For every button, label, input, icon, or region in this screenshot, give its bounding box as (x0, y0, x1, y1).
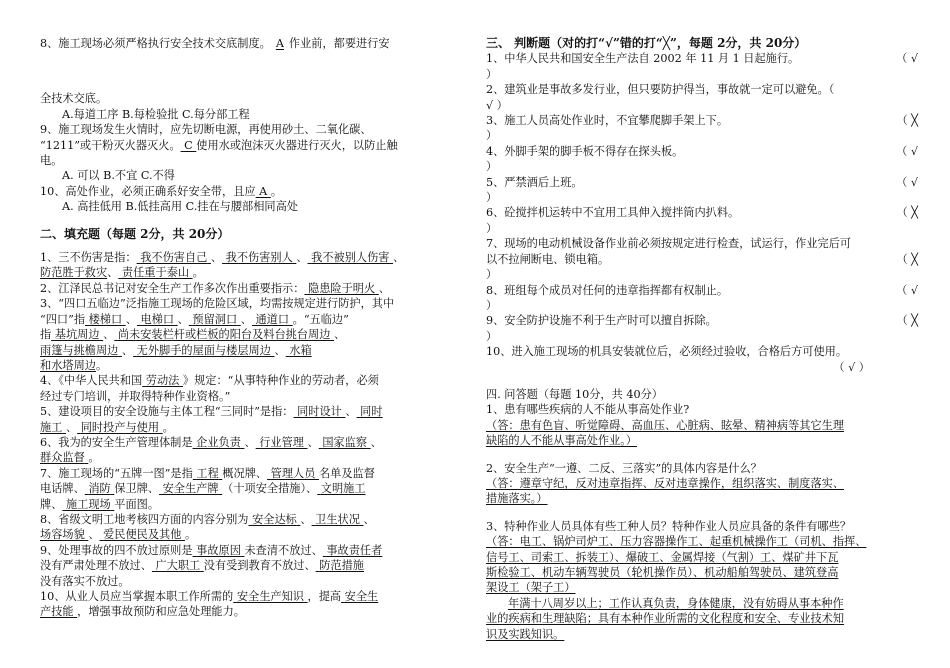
f3-line1: 3、“四口五临边”泛指施工现场的危险区域，均需按规定进行防护，其中 (40, 297, 395, 311)
qa3-answer-6: 业的疾病和生理缺陷；具有本种作业所需的文化程度和安全、专业技术知 (486, 612, 845, 626)
f2: 2、江泽民总书记对安全生产工作多次作出重要指示： 隐患险于明火 、 (40, 281, 390, 295)
q9-line3: 电。 (40, 154, 63, 168)
f10: 10、从业人员应当掌握本职工作所需的 安全生产知识 ，提高 安全生 (40, 590, 379, 603)
j7-line2: 以不拉闸断电、锁电箱。 （ ╳ (486, 252, 918, 266)
j2-mark: √ ） (486, 98, 508, 112)
j9-close: ） (486, 329, 498, 343)
f1-cont: 防范胜于救灾、 责任重于泰山 。 (40, 266, 204, 280)
f7: 7、施工现场的“五牌一图”是指 工程 概况牌、 管理人员 名单及监督 (40, 466, 375, 480)
f3-line5: 和水塔周边。 (40, 358, 108, 372)
f10-line2: 产技能 ，增强事故预防和应急处理能力。 (40, 605, 245, 619)
qa3-question: 3、特种作业人员具体有些工种人员？特种作业人员应具备的条件有哪些？ (486, 519, 852, 533)
right-column (486, 36, 918, 642)
section4-title: 四. 问答题（每题 10分，共 40分） (486, 387, 663, 401)
q8-answer: A (275, 37, 284, 50)
j10: 10、进入施工现场的机具安装就位后，必须经过验收，合格后方可使用。 (486, 345, 848, 359)
j6-close: ） (486, 221, 498, 235)
j10-mark: （ √ ） (833, 360, 870, 374)
qa3-answer-5: 年满十八周岁以上；工作认真负责，身体健康，没有妨碍从事本种作 (508, 596, 844, 610)
qa1-question: 1、患有哪些疾病的人不能从事高处作业? (486, 403, 690, 417)
f9-line2: 没有严肃处理不放过、 广大职工 没有受到教育不放过、 防范措施 (40, 559, 364, 573)
j5: 5、严禁酒后上班。 （ √ (486, 175, 918, 189)
qa2-question: 2、安全生产“一遵、二反、三落实”的具体内容是什么？ (486, 461, 762, 475)
j8-close: ） (486, 298, 498, 312)
f6: 6、我为的安全生产管理体制是 企业负责 、 行业管理 、 国家监察 、 (40, 435, 382, 449)
qa3-answer-2: 信号工、司索工、拆装工）、爆破工、金属焊接（气割）工、煤矿井下瓦 (486, 550, 839, 564)
qa3-answer-3: 斯检验工、机动车辆驾驶员（轮机操作员）、机动船舶驾驶员、建筑登高 (486, 566, 839, 579)
q10-options: A. 高挂低用 B.低挂高用 C.挂在与腰部相同高处 (62, 200, 298, 214)
qa2-answer-2: 措施落实。） (486, 492, 548, 506)
f8: 8、省级文明工地考核四方面的内容分别为 安全达标 、 卫生状况 、 (40, 512, 375, 526)
f5: 5、建设项目的安全设施与主体工程“三同时”是指： 同时设计 、 同时 (40, 405, 383, 419)
j4-close: ） (486, 160, 498, 174)
j4: 4、外脚手架的脚手板不得存在探头板。 （ √ (486, 144, 918, 158)
qa1-answer-2: 缺陷的人不能从事高处作业。） (486, 434, 638, 448)
f3-line2: “四口”指 楼梯口 、 电梯口 、 预留洞口 、 通道口 。“五临边” (40, 312, 349, 326)
f3-line4: 雨篷与挑檐周边 、 无外脚手的屋面与楼层周边 、 水箱 (40, 343, 312, 357)
left-column (40, 36, 466, 620)
section3-title: 三、 判断题（对的打“√”错的打“╳”，每题 2分，共 20分） (486, 36, 807, 50)
f6-line2: 群众监督 。 (40, 451, 100, 465)
qa3-answer-1: （答：电工、锅炉司炉工、压力容器操作工、起重机械操作工（司机、指挥、 (486, 535, 867, 549)
j3: 3、施工人员高处作业时，不宜攀爬脚手架上下。 （ ╳ (486, 114, 918, 128)
f3-line3: 指 基坑周边 、 尚未安装栏杆或栏板的阳台及料台挑台周边 、 (40, 328, 346, 342)
j5-close: ） (486, 191, 498, 205)
f4-line2: 经过专门培训，并取得特种作业资格。” (40, 389, 231, 403)
q8-options: A.每道工序 B.每检验批 C.每分部工程 (62, 107, 250, 121)
qa3-answer-7: 识及实践知识。 (486, 627, 565, 641)
j1-close: ） (486, 67, 498, 81)
q9-answer: C (180, 138, 197, 152)
j2: 2、建筑业是事故多发行业，但只要防护得当，事故就一定可以避免。（ (486, 83, 835, 97)
qa3-answer-4: 架设工（架子工） (486, 581, 576, 595)
q9-options: A. 可以 B.不宜 C.不得 (62, 169, 175, 183)
f5-line2: 施工 、 同时投产与使用 。 (40, 420, 174, 434)
j8: 8、班组每个成员对任何的违章指挥都有权制止。 （ √ (486, 283, 918, 297)
f8-line2: 场容场貌 、 爱民便民及其他 。 (40, 528, 197, 542)
qa1-answer-1: （答：患有色盲、听觉障碍、高血压、心脏病、眩晕、精神病等其它生理 (486, 418, 845, 432)
j7-line1: 7、现场的电动机械设备作业前必须按规定进行检查，试运行，作业完后可 (486, 237, 852, 251)
j7-close: ） (486, 268, 498, 282)
section2-title: 二、填充题（每题 2分，共 20分） (40, 226, 230, 241)
f1: 1、三不伤害是指： 我不伤害自己 、 我不伤害别人 、 我不被别人伤害 、 (40, 251, 405, 265)
f7-line3: 牌、 施工现场 平面图。 (40, 497, 160, 511)
f9-line3: 没有落实不放过。 (40, 574, 130, 588)
qa2-answer-1: （答：遵章守纪，反对违章指挥、反对违章操作，组织落实、制度落实、 (486, 476, 845, 490)
j6: 6、砼搅拌机运转中不宜用工具伸入搅拌筒内扒料。 （ ╳ (486, 206, 918, 220)
q8-line2: 全技术交底。 (40, 92, 108, 106)
f9: 9、处理事故的四不放过原则是 事故原因 未查清不放过、 事故责任者 (40, 543, 383, 557)
j9: 9、安全防护设施不利于生产时可以擅自拆除。 （ ╳ (486, 314, 918, 328)
q10-answer: A (255, 184, 271, 198)
q9-line2: “1211”或干粉灭火器灭火。 C 使用水或泡沫灭火器进行灭火，以防止触 (40, 138, 398, 152)
j3-close: ） (486, 129, 498, 143)
f4: 4、《中华人民共和国 劳动法 》规定：“从事特种作业的劳动者，必须 (40, 374, 379, 388)
q10-line: 10、高处作业，必须正确系好安全带，且应 A 。 (40, 184, 283, 198)
q8-line1: 8、施工现场必须严格执行安全技术交底制度。A作业前，都要进行安 (40, 37, 390, 50)
f7-line2: 电话牌、 消防 保卫牌、 安全生产牌 （十项安全措施）、 文明施工 (40, 482, 366, 496)
j1: 1、中华人民共和国安全生产法自 2002 年 11 月 1 日起施行。 （ √ (486, 52, 918, 66)
q9-line1: 9、施工现场发生火情时，应先切断电源，再使用砂土、二氧化碳、 (40, 123, 372, 137)
